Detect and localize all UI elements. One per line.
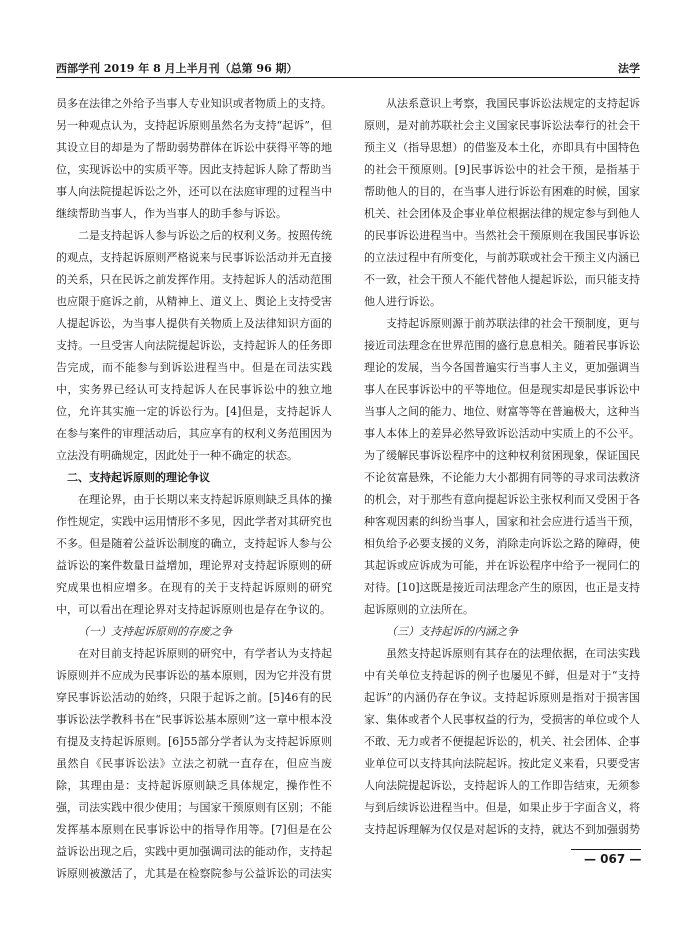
paragraph: 支持起诉原则源于前苏联法律的社会干预制度，更与接近司法理念在世界范围的盛行息息相关。随着民事诉讼理论的发展，当今各国普遍实行当事人主义，更加强调当事人在民事诉讼中的平等地位。但是现实却是民事诉讼中当事人之间的能力、地位、财富等等在普遍极大，这种当事人本体上的差异必然导致诉讼活动中实质上的不公平。为了缓解民事诉讼程序中的这种权利贫困现象，保证国民不论贫富悬殊，不论能力大小都拥有同等的寻求司法救济的机会，对于那些有意向提起诉讼主张权利而又受困于各种客观因素的纠纷当事人，国家和社会应进行适当干预，相负给予必要支援的义务，消除走向诉讼之路的障碍，使其起诉或应诉成为可能，并在诉讼程序中给予一视同仁的对待。[10]这既是接近司法理念产生的原因，也正是支持起诉原则的立法所在。 xyxy=(364,317,640,616)
page-header xyxy=(56,60,640,78)
footer-rule xyxy=(571,849,641,850)
paragraph: 员多在法律之外给予当事人专业知识或者物质上的支持。另一种观点认为，支持起诉原则虽然名为支持“起诉”，但其设立目的却是为了帮助弱势群体在诉讼中获得平等的地位，实现诉讼中的实质平等。因此支持起诉人除了帮助当事人向法院提起诉讼之外，还可以在法庭审理的过程当中继续帮助当事人，作为当事人的助手参与诉讼。 xyxy=(56,97,332,220)
paragraph: 从法系意识上考察，我国民事诉讼法规定的支持起诉原则，是对前苏联社会主义国家民事诉讼法奉行的社会干预主义（指导思想）的借鉴及本土化，亦即具有中国特色的社会干预原则。[9]民事诉讼中的社会干预，是指基于帮助他人的目的，在当事人进行诉讼有困难的时候，国家机关、社会团体及企事业单位根据法律的规定参与到他人的民事诉讼进程当中。当然社会干预原则在我国民事诉讼的立法过程中有所变化，与前苏联或社会干预主义内涵已不一致，社会干预人不能代替他人提起诉讼，而只能支持他人进行诉讼。 xyxy=(364,97,640,308)
section-heading: 二、支持起诉原则的理论争议 xyxy=(67,471,210,484)
paragraph: 二是支持起诉人参与诉讼之后的权利义务。按照传统的观点，支持起诉原则严格说来与民事诉讼活动并无直接的关系，只在民诉之前发挥作用。支持起诉人的活动范围也应限于庭诉之前，从精神上、道义上、舆论上支持受害人提起诉讼，为当事人提供有关物质上及法律知识方面的支持。一旦受害人向法院提起诉讼，支持起诉人的任务即告完成，而不能参与到诉讼进程当中。但是在司法实践中，实务界已经认可支持起诉人在民事诉讼中的独立地位，允许其实施一定的诉讼行为。[4]但是，支持起诉人在参与案件的审理活动后，其应享有的权利义务范围因为立法没有明确规定，因此处于一种不确定的状态。 xyxy=(56,229,332,462)
left-column-content xyxy=(56,93,332,883)
subsection-heading: （三）支持起诉的内涵之争 xyxy=(386,625,518,638)
paragraph: 在理论界，由于长期以来支持起诉原则缺乏具体的操作性规定，实践中运用情形不多见，因此学者对其研究也不多。但是随着公益诉讼制度的确立，支持起诉人参与公益诉讼的案件数量日益增加，理论界对支持起诉原则的研究成果也相应增多。在现有的关于支持起诉原则的研究中，可以看出在理论界对支持起诉原则也是存在争议的。 xyxy=(56,493,332,616)
section-label: 法学 xyxy=(618,62,640,75)
right-column xyxy=(364,93,640,845)
journal-title: 西部学刊 2019 年 8 月上半月刊（总第 96 期） xyxy=(56,62,298,75)
paragraph: 虽然支持起诉原则有其存在的法理依据，在司法实践中有关单位支持起诉的例子也屡见不鲜，但是对于“支持起诉”的内涵仍存在争议。支持起诉原则是指对于损害国家、集体或者个人民事权益的行为，受损害的单位或个人不敢、无力或者不便提起诉讼的，机关、社会团体、企事业单位可以支持其向法院起诉。按此定义来看，只要受害人向法院提起诉讼，支持起诉人的工作即告结束，无须参与到后续诉讼进程当中。但是，如果止步于字面含义，将支持起诉理解为仅仅是对起诉的支持，就达不到加强弱势 xyxy=(364,647,640,836)
right-column-content xyxy=(364,93,640,845)
page-number: — 067 — xyxy=(584,852,642,866)
paragraph: 在对目前支持起诉原则的研究中，有学者认为支持起诉原则并不应成为民事诉讼的基本原则，因为它并没有贯穿民事诉讼活动的始终，只限于起诉之前。[5]46有的民事诉讼法学教科书在“民事诉讼基本原则”这一章中根本没有提及支持起诉原则。[6]55部分学者认为支持起诉原则虽然自《民事诉讼法》立法之初就一直存在，但应当废除，其理由是：支持起诉原则缺乏具体规定，操作性不强，司法实践中很少使用；与国家干预原则有区别；不能发挥基本原则在民事诉讼中的指导作用等。[7]但是在公益诉讼出现之后，实践中更加强调司法的能动作，支持起诉原则被激活了，尤其是在检察院参与公益诉讼的司法实 xyxy=(56,647,332,880)
subsection-heading: （一）支持起诉原则的存废之争 xyxy=(78,625,232,638)
left-column xyxy=(56,93,332,883)
header-rule xyxy=(56,77,640,78)
